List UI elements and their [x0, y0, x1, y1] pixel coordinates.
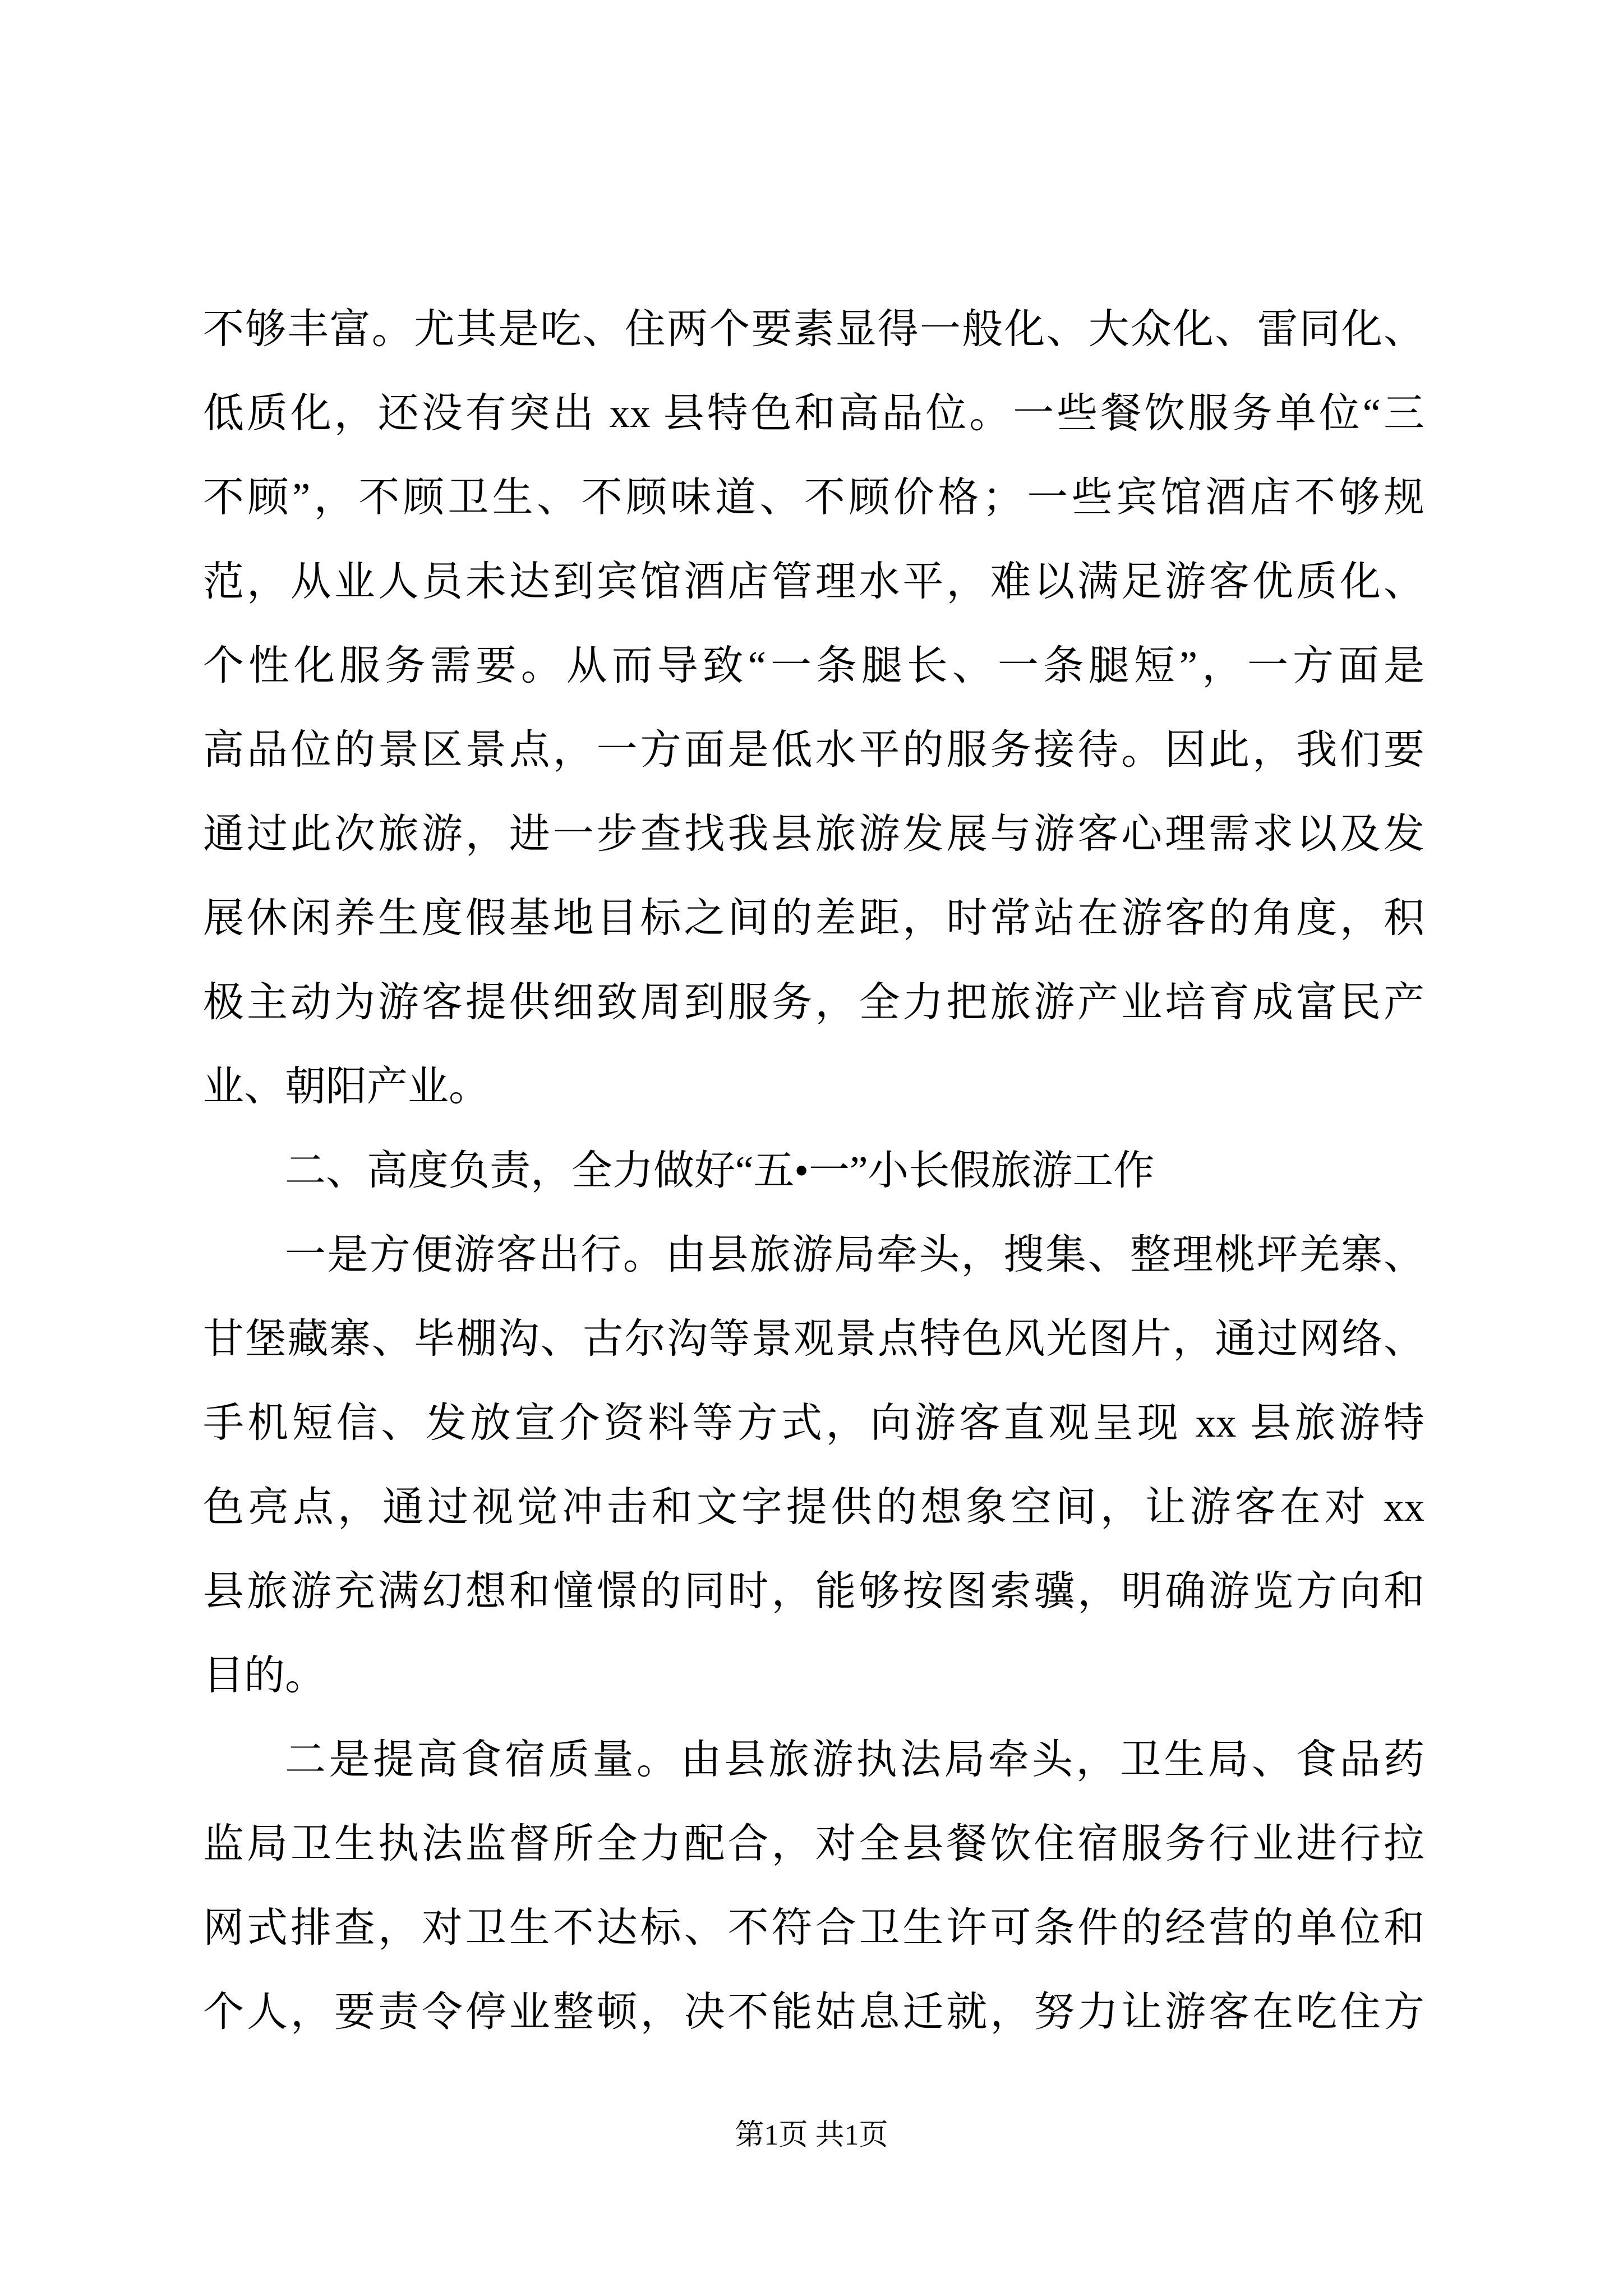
text-line: 色亮点，通过视觉冲击和文字提供的想象空间，让游客在对 xx [203, 1484, 1424, 1530]
text-line: 业、朝阳产业。 [203, 1064, 490, 1109]
text-line: 目的。 [203, 1653, 326, 1698]
text-line: 不顾”，不顾卫生、不顾味道、不顾价格；一些宾馆酒店不够规 [203, 475, 1424, 520]
text-line: 二是提高食宿质量。由县旅游执法局牵头，卫生局、食品药 [285, 1737, 1424, 1782]
text-line: 二、高度负责，全力做好“五•一”小长假旅游工作 [285, 1148, 1155, 1193]
page-number-footer: 第1页 共1页 [735, 2119, 888, 2151]
text-line: 监局卫生执法监督所全力配合，对全县餐饮住宿服务行业进行拉 [203, 1821, 1424, 1866]
text-line: 展休闲养生度假基地目标之间的差距，时常站在游客的角度，积 [203, 895, 1424, 941]
text-line: 网式排查，对卫生不达标、不符合卫生许可条件的经营的单位和 [203, 1905, 1424, 1950]
text-line: 范，从业人员未达到宾馆酒店管理水平，难以满足游客优质化、 [203, 559, 1424, 604]
text-body [203, 287, 1424, 2054]
text-line: 通过此次旅游，进一步查找我县旅游发展与游客心理需求以及发 [203, 811, 1424, 857]
text-line: 个性化服务需要。从而导致“一条腿长、一条腿短”，一方面是 [203, 643, 1424, 688]
text-line: 不够丰富。尤其是吃、住两个要素显得一般化、大众化、雷同化、 [203, 306, 1424, 352]
text-line: 县旅游充满幻想和憧憬的同时，能够按图索骥，明确游览方向和 [203, 1568, 1424, 1614]
text-line: 甘堡藏寨、毕棚沟、古尔沟等景观景点特色风光图片，通过网络、 [203, 1316, 1424, 1361]
text-line: 个人，要责令停业整顿，决不能姑息迁就，努力让游客在吃住方 [203, 1989, 1424, 2035]
text-line: 极主动为游客提供细致周到服务，全力把旅游产业培育成富民产 [203, 979, 1424, 1025]
text-line: 手机短信、发放宣介资料等方式，向游客直观呈现 xx 县旅游特 [203, 1400, 1424, 1446]
text-line: 一是方便游客出行。由县旅游局牵头，搜集、整理桃坪羌寨、 [285, 1232, 1424, 1277]
text-line: 低质化，还没有突出 xx 县特色和高品位。一些餐饮服务单位“三 [203, 390, 1424, 436]
text-line: 高品位的景区景点，一方面是低水平的服务接待。因此，我们要 [203, 727, 1424, 772]
